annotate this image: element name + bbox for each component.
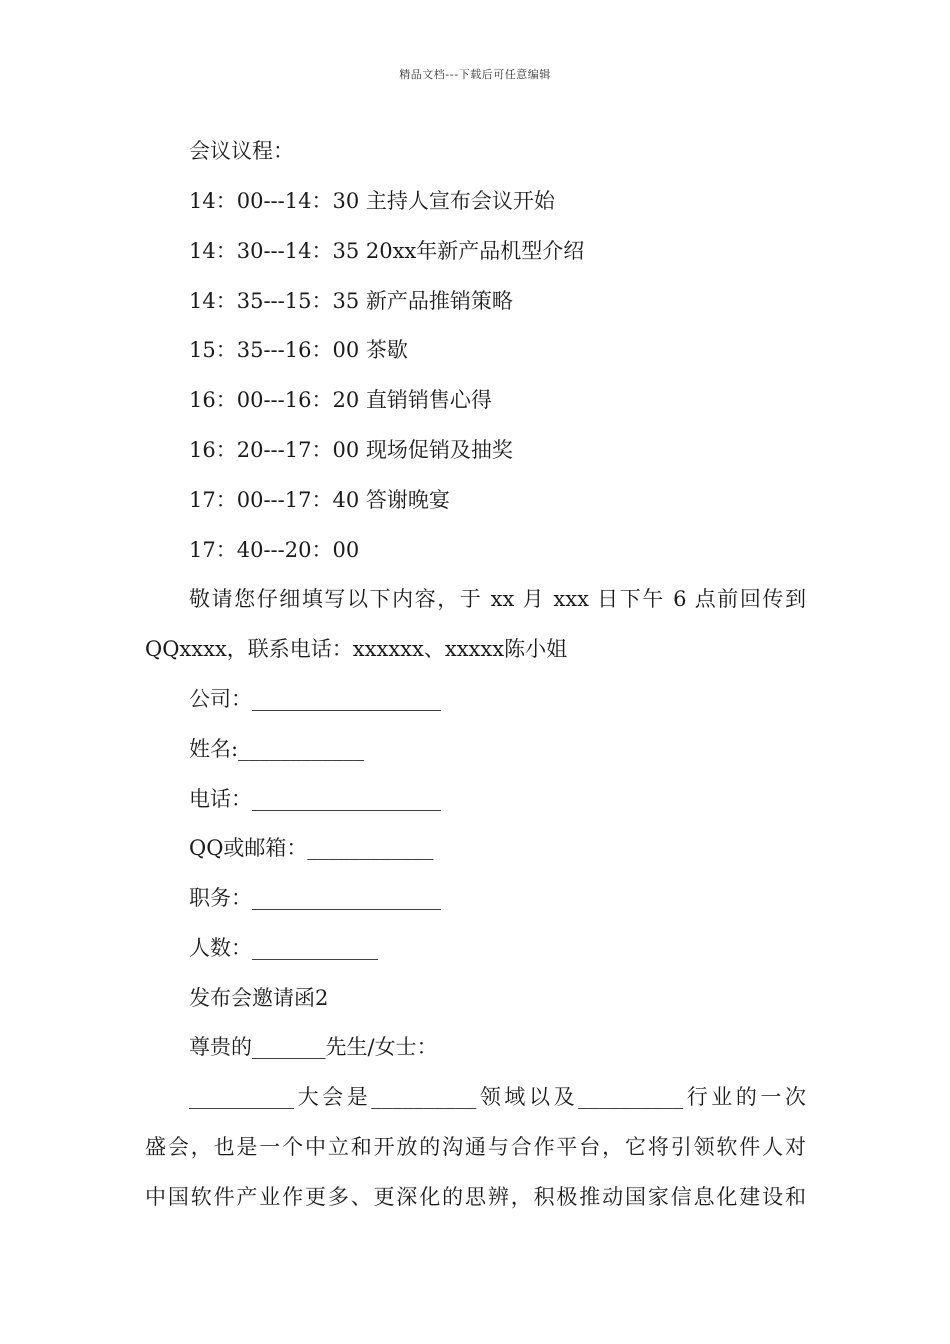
agenda-item: 15：35---16：00 茶歇 (189, 338, 408, 362)
letter-title: 发布会邀请函2 (189, 986, 329, 1010)
letter-paragraph-line: __________大会是__________领域以及__________行业的一次 (189, 1085, 806, 1109)
form-field-name: 姓名:____________ (189, 737, 365, 761)
form-field-headcount: 人数：____________ (189, 936, 378, 960)
agenda-item: 17：40---20：00 (189, 538, 360, 562)
notice-line-1: 敬请您仔细填写以下内容，于 xx 月 xxx 日下午 6 点前回传到 (189, 587, 806, 611)
agenda-title: 会议议程： (189, 139, 294, 163)
agenda-item: 16：20---17：00 现场促销及抽奖 (189, 438, 513, 462)
page-header: 精品文档---下载后可任意编辑 (399, 68, 551, 81)
agenda-item: 14：00---14：30 主持人宣布会议开始 (189, 189, 555, 213)
letter-salutation: 尊贵的_______先生/女士： (189, 1035, 438, 1059)
agenda-item: 17：00---17：40 答谢晚宴 (189, 488, 450, 512)
letter-paragraph-line: 盛会，也是一个中立和开放的沟通与合作平台，它将引领软件人对 (145, 1135, 806, 1159)
form-field-phone: 电话：__________________ (189, 787, 441, 811)
notice-line-2: QQxxxx，联系电话：xxxxxx、xxxxx陈小姐 (145, 637, 568, 661)
letter-paragraph-line: 中国软件产业作更多、更深化的思辨，积极推动国家信息化建设和 (145, 1185, 806, 1209)
form-field-position: 职务：__________________ (189, 886, 441, 910)
form-field-qq-email: QQ或邮箱：____________ (189, 836, 434, 860)
agenda-item: 14：35---15：35 新产品推销策略 (189, 289, 513, 313)
agenda-item: 16：00---16：20 直销销售心得 (189, 388, 492, 412)
agenda-item: 14：30---14：35 20xx年新产品机型介绍 (189, 239, 585, 263)
form-field-company: 公司：__________________ (189, 687, 441, 711)
